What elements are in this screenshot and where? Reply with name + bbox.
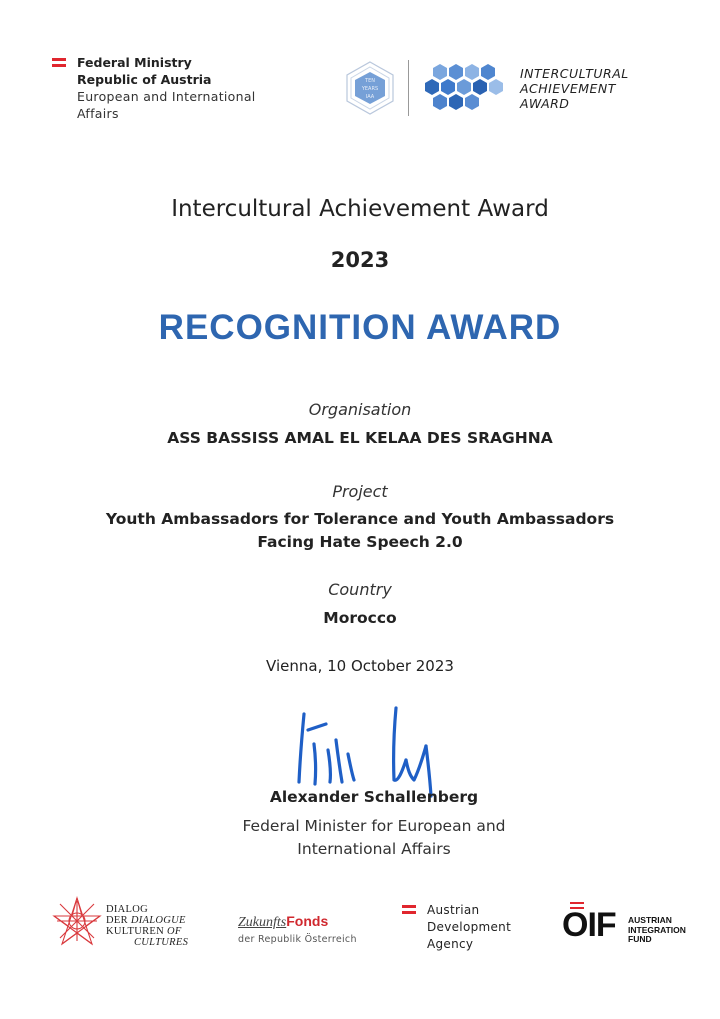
signer-title-line-2: International Affairs [297,840,451,858]
signer-name: Alexander Schallenberg [269,788,479,806]
hexagon-award-logo-icon [418,62,508,114]
dialog-line-2b: DIALOGUE [130,915,186,926]
organisation-value: ASS BASSISS AMAL EL KELAA DES SRAGHNA [167,429,553,447]
award-mark-line-1: INTERCULTURAL [520,66,629,81]
ada-line-2: Development [427,920,512,934]
header-divider [408,60,409,116]
ada-line-1: Austrian [427,903,480,917]
ministry-line-3: European and International [77,89,256,104]
ten-years-seal-icon [340,58,400,118]
oif-letters: OIF [562,906,616,944]
certificate-year: 2023 [330,248,390,272]
signature-icon [290,700,450,800]
oif-line-3: FUND [628,934,652,944]
project-label: Project [332,482,388,501]
dialog-line-2a: DER [106,915,128,926]
dialog-der-kulturen-logo [52,896,212,956]
ministry-line-1: Federal Ministry [77,55,192,70]
ada-line-3: Agency [427,937,474,951]
place-date: Vienna, 10 October 2023 [266,657,454,675]
award-wordmark [520,66,660,111]
dialog-line-3a: KULTUREN [106,926,165,937]
oif-line-1: AUSTRIAN [628,915,672,925]
dialog-line-4: CULTURES [134,937,189,948]
ministry-line-2: Republic of Austria [77,72,212,87]
oif-line-2: INTEGRATION [628,924,686,935]
seal-text-1: TEN [365,78,375,84]
organisation-label: Organisation [308,400,412,419]
award-mark-line-3: AWARD [520,96,570,111]
signer-title [0,815,720,861]
award-type: RECOGNITION AWARD [158,308,562,347]
zukunft-bold: Fonds [286,913,329,929]
dialog-line-1: DIALOG [106,904,149,915]
ministry-line-4: Affairs [77,106,119,121]
seal-text-2: YEARS [361,86,379,92]
austria-flag-icon [52,58,66,68]
project-value-line-2: Facing Hate Speech 2.0 [257,533,463,551]
zukunftsfonds-logo [238,913,368,953]
signer-title-line-1: Federal Minister for European and [242,817,506,835]
zukunft-sub: der Republik Österreich [238,934,357,945]
dialog-star-icon [52,896,102,946]
ada-flag-icon [402,905,416,915]
austrian-integration-fund-logo [562,902,712,952]
dialog-line-3b: OF [166,926,182,937]
award-mark-line-2: ACHIEVEMENT [520,81,616,96]
seal-text-3: IAA [365,94,375,100]
country-value: Morocco [323,609,397,627]
country-label: Country [328,580,392,599]
certificate-title: Intercultural Achievement Award [171,196,549,222]
zukunft-italic: Zukunfts [238,915,287,930]
project-value-line-1: Youth Ambassadors for Tolerance and Youth Ambassadors [105,510,615,528]
